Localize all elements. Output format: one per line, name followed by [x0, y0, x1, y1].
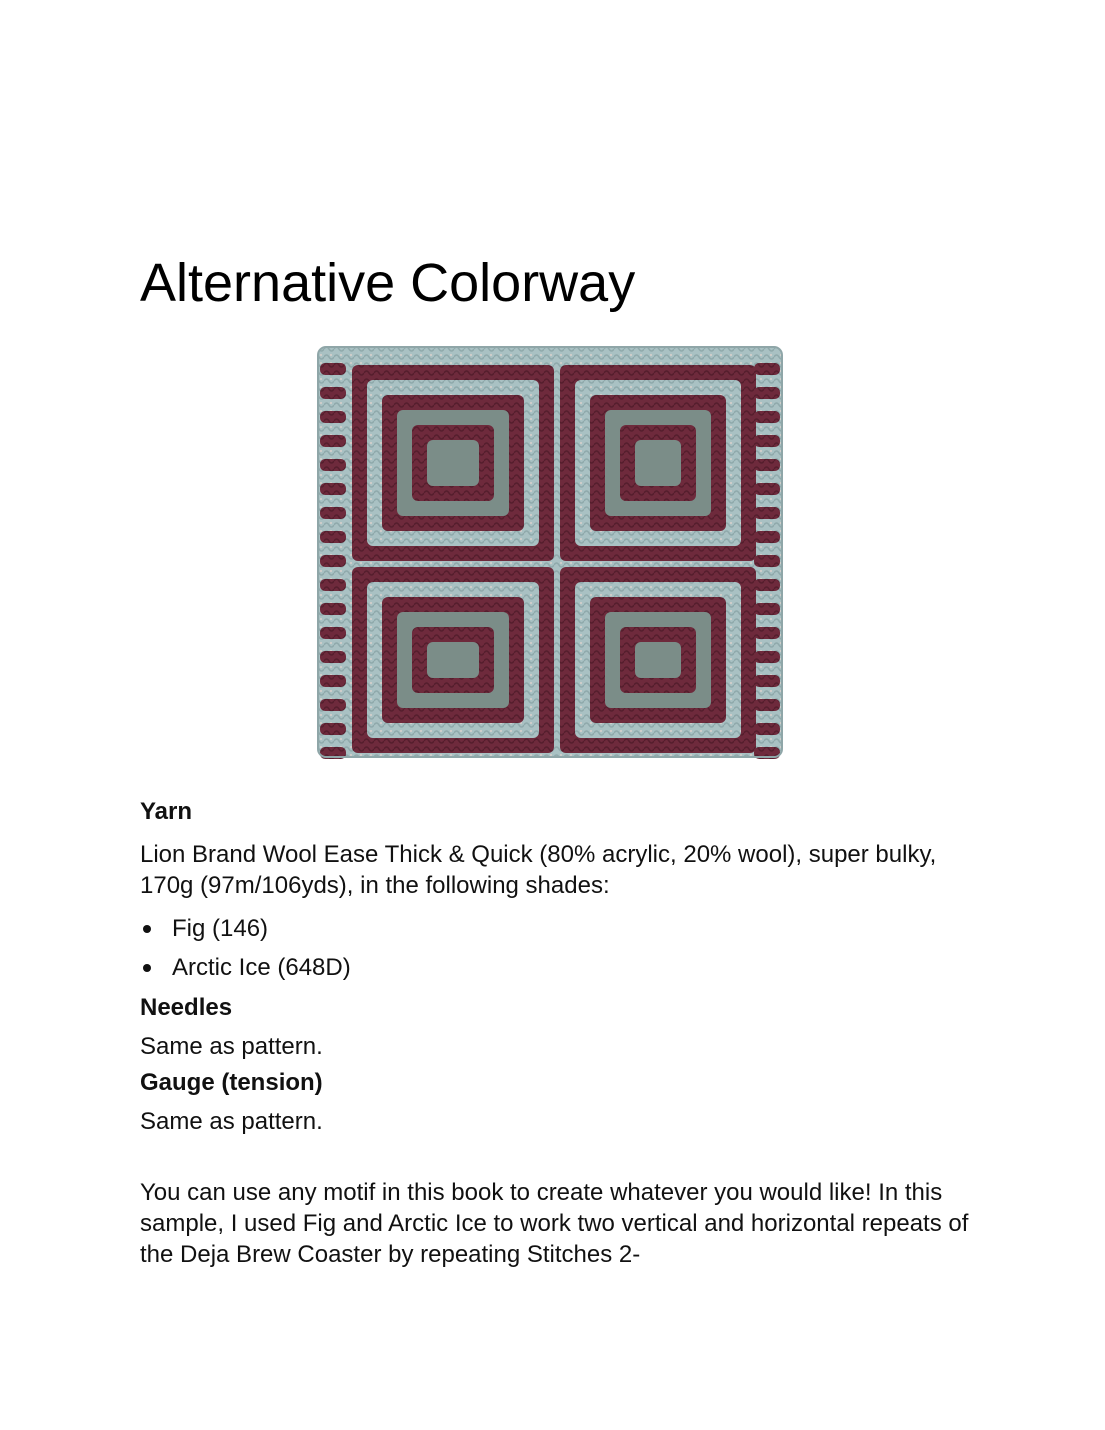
list-item — [140, 909, 980, 948]
page-title: Alternative Colorway — [140, 253, 636, 313]
needles-section — [140, 991, 980, 1062]
gauge-heading: Gauge (tension) — [140, 1069, 323, 1096]
bullet-icon — [143, 925, 151, 933]
gauge-section — [140, 1066, 980, 1137]
shade-fig: Fig (146) — [172, 915, 269, 942]
knitted-swatch-icon — [314, 345, 786, 759]
swatch-image — [314, 345, 786, 759]
yarn-description: Lion Brand Wool Ease Thick & Quick (80% acrylic, 20% wool), super bulky, 170g (97m/106yds), in the following shades: — [140, 841, 937, 899]
list-item — [140, 948, 980, 987]
intro-paragraph: You can use any motif in this book to create whatever you would like! In this sample, I used Fig and Arctic Ice to work two vertical and horizontal repeats of the Deja Brew Coaster by repeating Stitches 2- — [140, 1179, 969, 1268]
bullet-icon — [143, 964, 151, 972]
needles-heading: Needles — [140, 994, 233, 1021]
shade-list — [140, 909, 980, 987]
yarn-heading: Yarn — [140, 798, 193, 825]
pattern-details — [140, 795, 980, 1270]
gauge-text: Same as pattern. — [140, 1108, 323, 1135]
needles-text: Same as pattern. — [140, 1033, 323, 1060]
shade-arctic-ice: Arctic Ice (648D) — [172, 954, 351, 981]
